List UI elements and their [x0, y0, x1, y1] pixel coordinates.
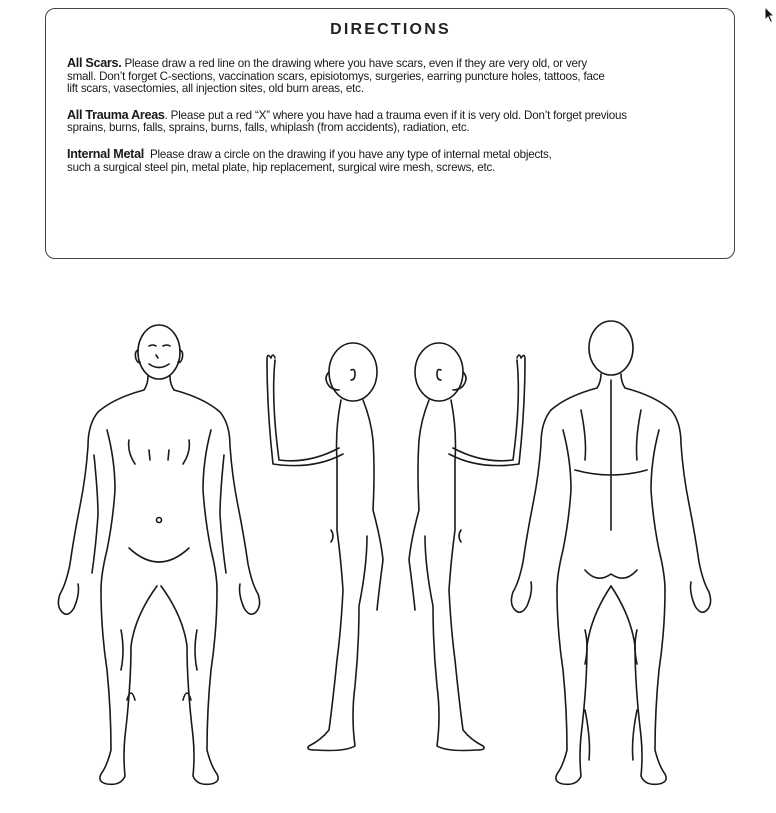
scars-line-2: small. Don’t forget C-sections, vaccination scars, episiotomys, surgeries, earring puncture holes, tattoos, face [67, 69, 605, 83]
trauma-instructions [67, 109, 714, 135]
body-diagram[interactable] [45, 300, 735, 805]
mouse-pointer-icon [764, 6, 776, 24]
metal-lead: Internal Metal [67, 146, 144, 161]
scars-lead: All Scars. [67, 56, 122, 70]
metal-instructions [67, 148, 714, 174]
trauma-text-1: . Please put a red “X” where you have had a trauma even if it is very old. Don’t forget previous [164, 108, 627, 122]
scars-instructions [67, 57, 714, 96]
body-side-view-right[interactable] [409, 343, 525, 751]
trauma-line-1 [67, 109, 714, 123]
trauma-line-2: sprains, burns, falls, sprains, burns, falls, whiplash (from accidents), radiation, etc. [67, 121, 470, 135]
metal-line-1 [67, 148, 714, 162]
scars-line-1 [67, 57, 714, 71]
body-side-view-left[interactable] [267, 343, 383, 751]
trauma-lead: All Trauma Areas [67, 107, 165, 122]
metal-line-2: such a surgical steel pin, metal plate, hip replacement, surgical wire mesh, screws, etc. [67, 160, 496, 174]
directions-panel [45, 8, 735, 259]
body-front-view[interactable] [58, 325, 259, 784]
scars-line-3: lift scars, vasectomies, all injection sites, old burn areas, etc. [67, 82, 364, 96]
metal-text-1: Please draw a circle on the drawing if you have any type of internal metal objects, [143, 147, 552, 161]
body-back-view[interactable] [511, 321, 710, 784]
directions-title: DIRECTIONS [330, 21, 451, 38]
scars-text-1: Please draw a red line on the drawing where you have scars, even if they are very old, or very [124, 57, 588, 70]
